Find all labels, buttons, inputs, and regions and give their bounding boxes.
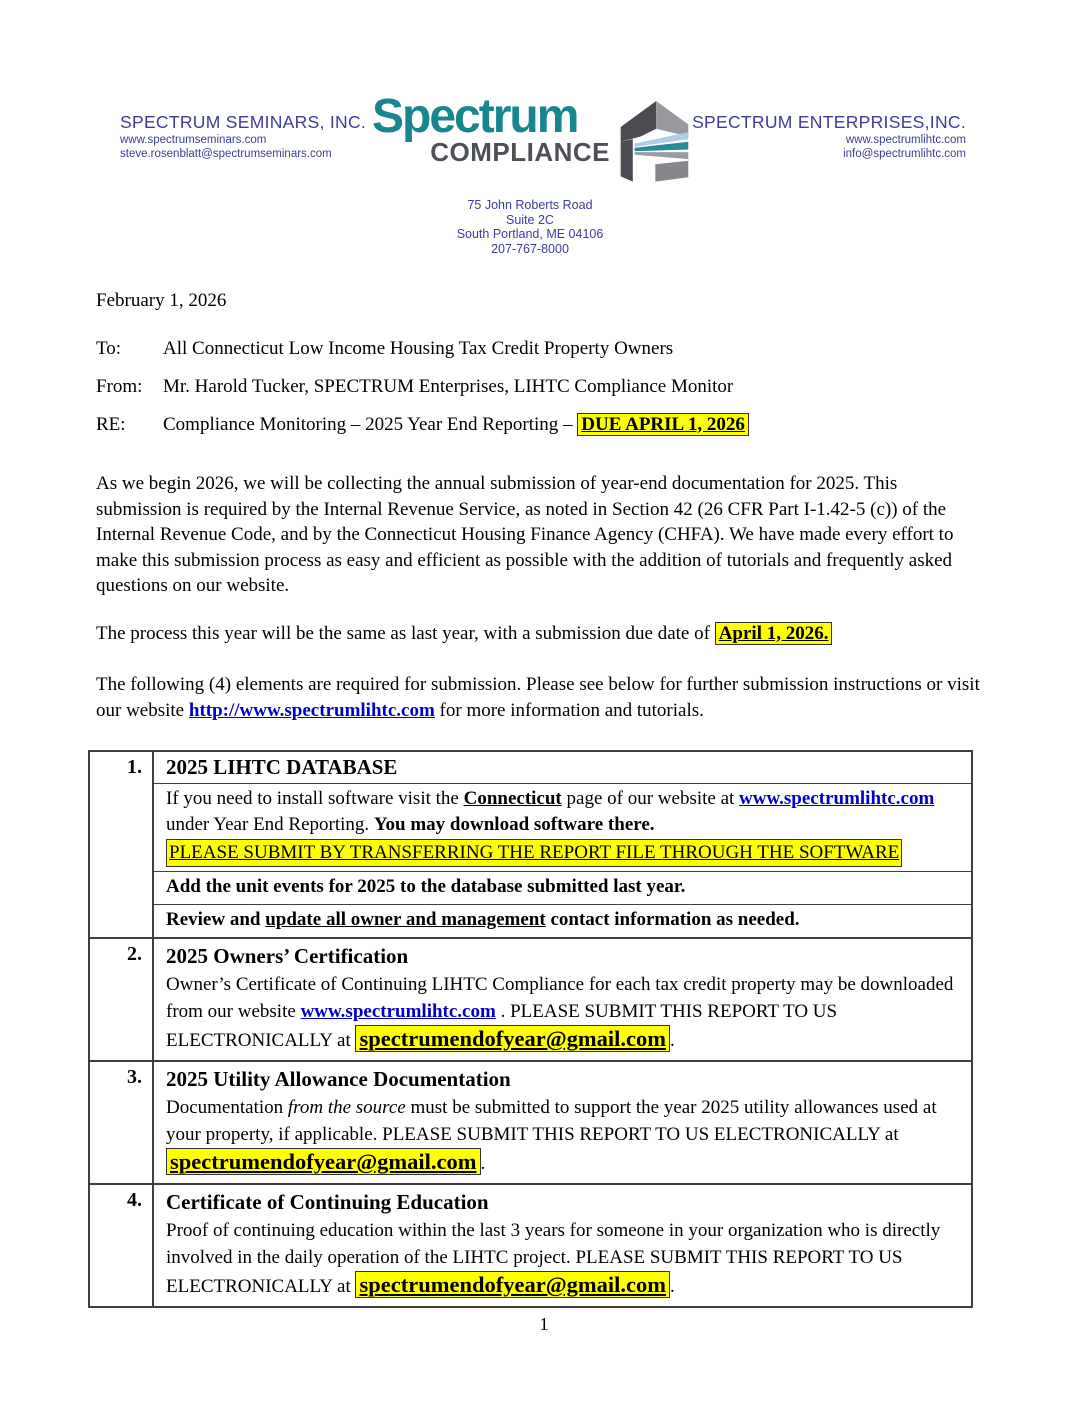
re-value <box>163 412 749 438</box>
row-content-4 <box>154 1185 971 1306</box>
requirements-table <box>88 750 973 1308</box>
paragraph-elements <box>96 672 986 723</box>
row-number-3: 3. <box>90 1062 154 1183</box>
elements-text-2: for more information and tutorials. <box>434 699 704 721</box>
paragraph-due-date <box>96 621 986 647</box>
table-row-owners-certification <box>90 937 971 1060</box>
letter-body <box>96 288 986 1308</box>
row-number-4: 4. <box>90 1185 154 1306</box>
to-label: To: <box>96 337 122 359</box>
org-block-seminars <box>120 112 366 161</box>
item1-review-2: contact information as needed. <box>545 909 800 930</box>
item1-unit-events-cell: Add the unit events for 2025 to the database submitted last year. <box>154 871 971 904</box>
org-name-enterprises: SPECTRUM ENTERPRISES,INC. <box>692 112 966 132</box>
address-city: South Portland, ME 04106 <box>456 227 604 241</box>
row-number-2: 2. <box>90 939 154 1060</box>
org-email-seminars[interactable]: steve.rosenblatt@spectrumseminars.com <box>120 148 332 160</box>
item1-title: 2025 LIHTC DATABASE <box>166 755 398 779</box>
item1-review-cell <box>154 904 971 937</box>
item2-title: 2025 Owners’ Certification <box>166 944 409 968</box>
item3-title: 2025 Utility Allowance Documentation <box>166 1067 511 1091</box>
connecticut-page-ref: Connecticut <box>463 788 562 809</box>
letter-date: February 1, 2026 <box>96 290 227 311</box>
item2-text-3: . <box>669 1030 675 1051</box>
item1-website-link[interactable]: www.spectrumlihtc.com <box>739 788 935 809</box>
item3-from-source: from the source <box>287 1097 406 1118</box>
item1-review-1: Review and <box>166 909 266 930</box>
item4-email-highlight[interactable]: spectrumendofyear@gmail.com <box>355 1271 670 1298</box>
item4-text-1: Proof of continuing education within the last 3 years for someone in your organization who is directly involved in the daily operation of the LIHTC project. PLEASE SUBMIT THIS REPORT TO US ELECTRONICALLY at <box>166 1220 941 1297</box>
table-row-database <box>90 752 971 937</box>
table-row-continuing-education <box>90 1183 971 1306</box>
from-value: Mr. Harold Tucker, SPECTRUM Enterprises, LIHTC Compliance Monitor <box>163 375 734 397</box>
to-value: All Connecticut Low Income Housing Tax Credit Property Owners <box>163 337 674 359</box>
item3-text-1: Documentation <box>166 1097 288 1118</box>
item1-download-note: You may download software there. <box>373 814 655 835</box>
address-phone: 207-767-8000 <box>491 241 569 256</box>
address-street: 75 John Roberts Road <box>467 198 593 212</box>
item3-text-2: must be submitted to support the year 2025 utility allowances used at your property, if applicable. PLEASE SUBMIT THIS REPORT TO US ELECTRONICALLY at <box>166 1097 937 1145</box>
table-row-utility-allowance <box>90 1060 971 1183</box>
org-email-enterprises[interactable]: info@spectrumlihtc.com <box>843 148 966 160</box>
address-suite: Suite 2C <box>506 212 554 227</box>
memo-re-row <box>96 412 986 438</box>
item1-text-2: page of our website at <box>561 788 740 809</box>
item4-body <box>154 1216 971 1306</box>
elements-text-1: The following (4) elements are required for submission. Please see below for further submission instructions or visit our website <box>96 674 980 721</box>
april-due-date-highlight: April 1, 2026. <box>715 622 833 645</box>
logo-word-spectrum: Spectrum <box>372 90 578 143</box>
item2-body <box>154 970 971 1060</box>
website-link[interactable]: http://www.spectrumlihtc.com <box>188 699 435 721</box>
item3-body <box>154 1093 971 1183</box>
company-address <box>380 198 680 256</box>
memo-to-row <box>96 336 986 362</box>
org-block-enterprises <box>692 112 966 161</box>
re-text: Compliance Monitoring – 2025 Year End Reporting – <box>163 413 578 435</box>
org-website-seminars[interactable]: www.spectrumseminars.com <box>120 134 267 146</box>
spectrum-house-logo-icon <box>612 88 690 197</box>
row-number-1: 1. <box>90 752 154 937</box>
logo-wordmark <box>372 92 610 166</box>
item3-email-highlight[interactable]: spectrumendofyear@gmail.com <box>166 1148 481 1175</box>
item4-title: Certificate of Continuing Education <box>166 1190 489 1214</box>
item1-text-1: If you need to install software visit the <box>166 788 464 809</box>
from-label: From: <box>96 375 143 397</box>
item1-text-3: under Year End Reporting. <box>166 814 374 835</box>
re-label: RE: <box>96 413 126 435</box>
row-content-3 <box>154 1062 971 1183</box>
item2-website-link[interactable]: www.spectrumlihtc.com <box>300 1001 496 1022</box>
item4-text-3: . <box>669 1276 675 1297</box>
item2-text-2: . PLEASE SUBMIT THIS REPORT TO US ELECTRONICALLY at <box>166 1001 838 1051</box>
memo-from-row <box>96 374 986 400</box>
page-number: 1 <box>539 1314 549 1334</box>
item2-email-highlight[interactable]: spectrumendofyear@gmail.com <box>355 1025 670 1052</box>
row-content-2 <box>154 939 971 1060</box>
item2-text-1: Owner’s Certificate of Continuing LIHTC Compliance for each tax credit property may be downloaded from our website <box>166 974 954 1022</box>
org-website-enterprises[interactable]: www.spectrumlihtc.com <box>845 134 966 146</box>
item3-text-3: . <box>480 1153 486 1174</box>
paragraph-intro: As we begin 2026, we will be collecting the annual submission of year-end documentation for 2025. This submission is required by the Internal Revenue Service, as noted in Section 42 (26 CFR Part I-1.42-5 (c)) of the Internal Revenue Code, and by the Connecticut Housing Finance Agency (CHFA). We have made every effort to make this submission process as easy and efficient as possible with the addition of tutorials and frequently asked questions on our website. <box>96 473 954 596</box>
logo-word-compliance: COMPLIANCE <box>430 137 610 167</box>
row-content-1 <box>154 752 971 937</box>
due-date-sentence: The process this year will be the same as last year, with a submission due date of <box>96 622 715 644</box>
org-name-seminars: SPECTRUM SEMINARS, INC. <box>120 112 367 132</box>
item1-submit-highlight: PLEASE SUBMIT BY TRANSFERRING THE REPORT FILE THROUGH THE SOFTWARE <box>166 839 902 867</box>
item1-review-underlined: update all owner and management <box>265 909 546 930</box>
item1-install-cell <box>154 783 971 871</box>
due-date-highlight: DUE APRIL 1, 2026 <box>577 413 749 436</box>
